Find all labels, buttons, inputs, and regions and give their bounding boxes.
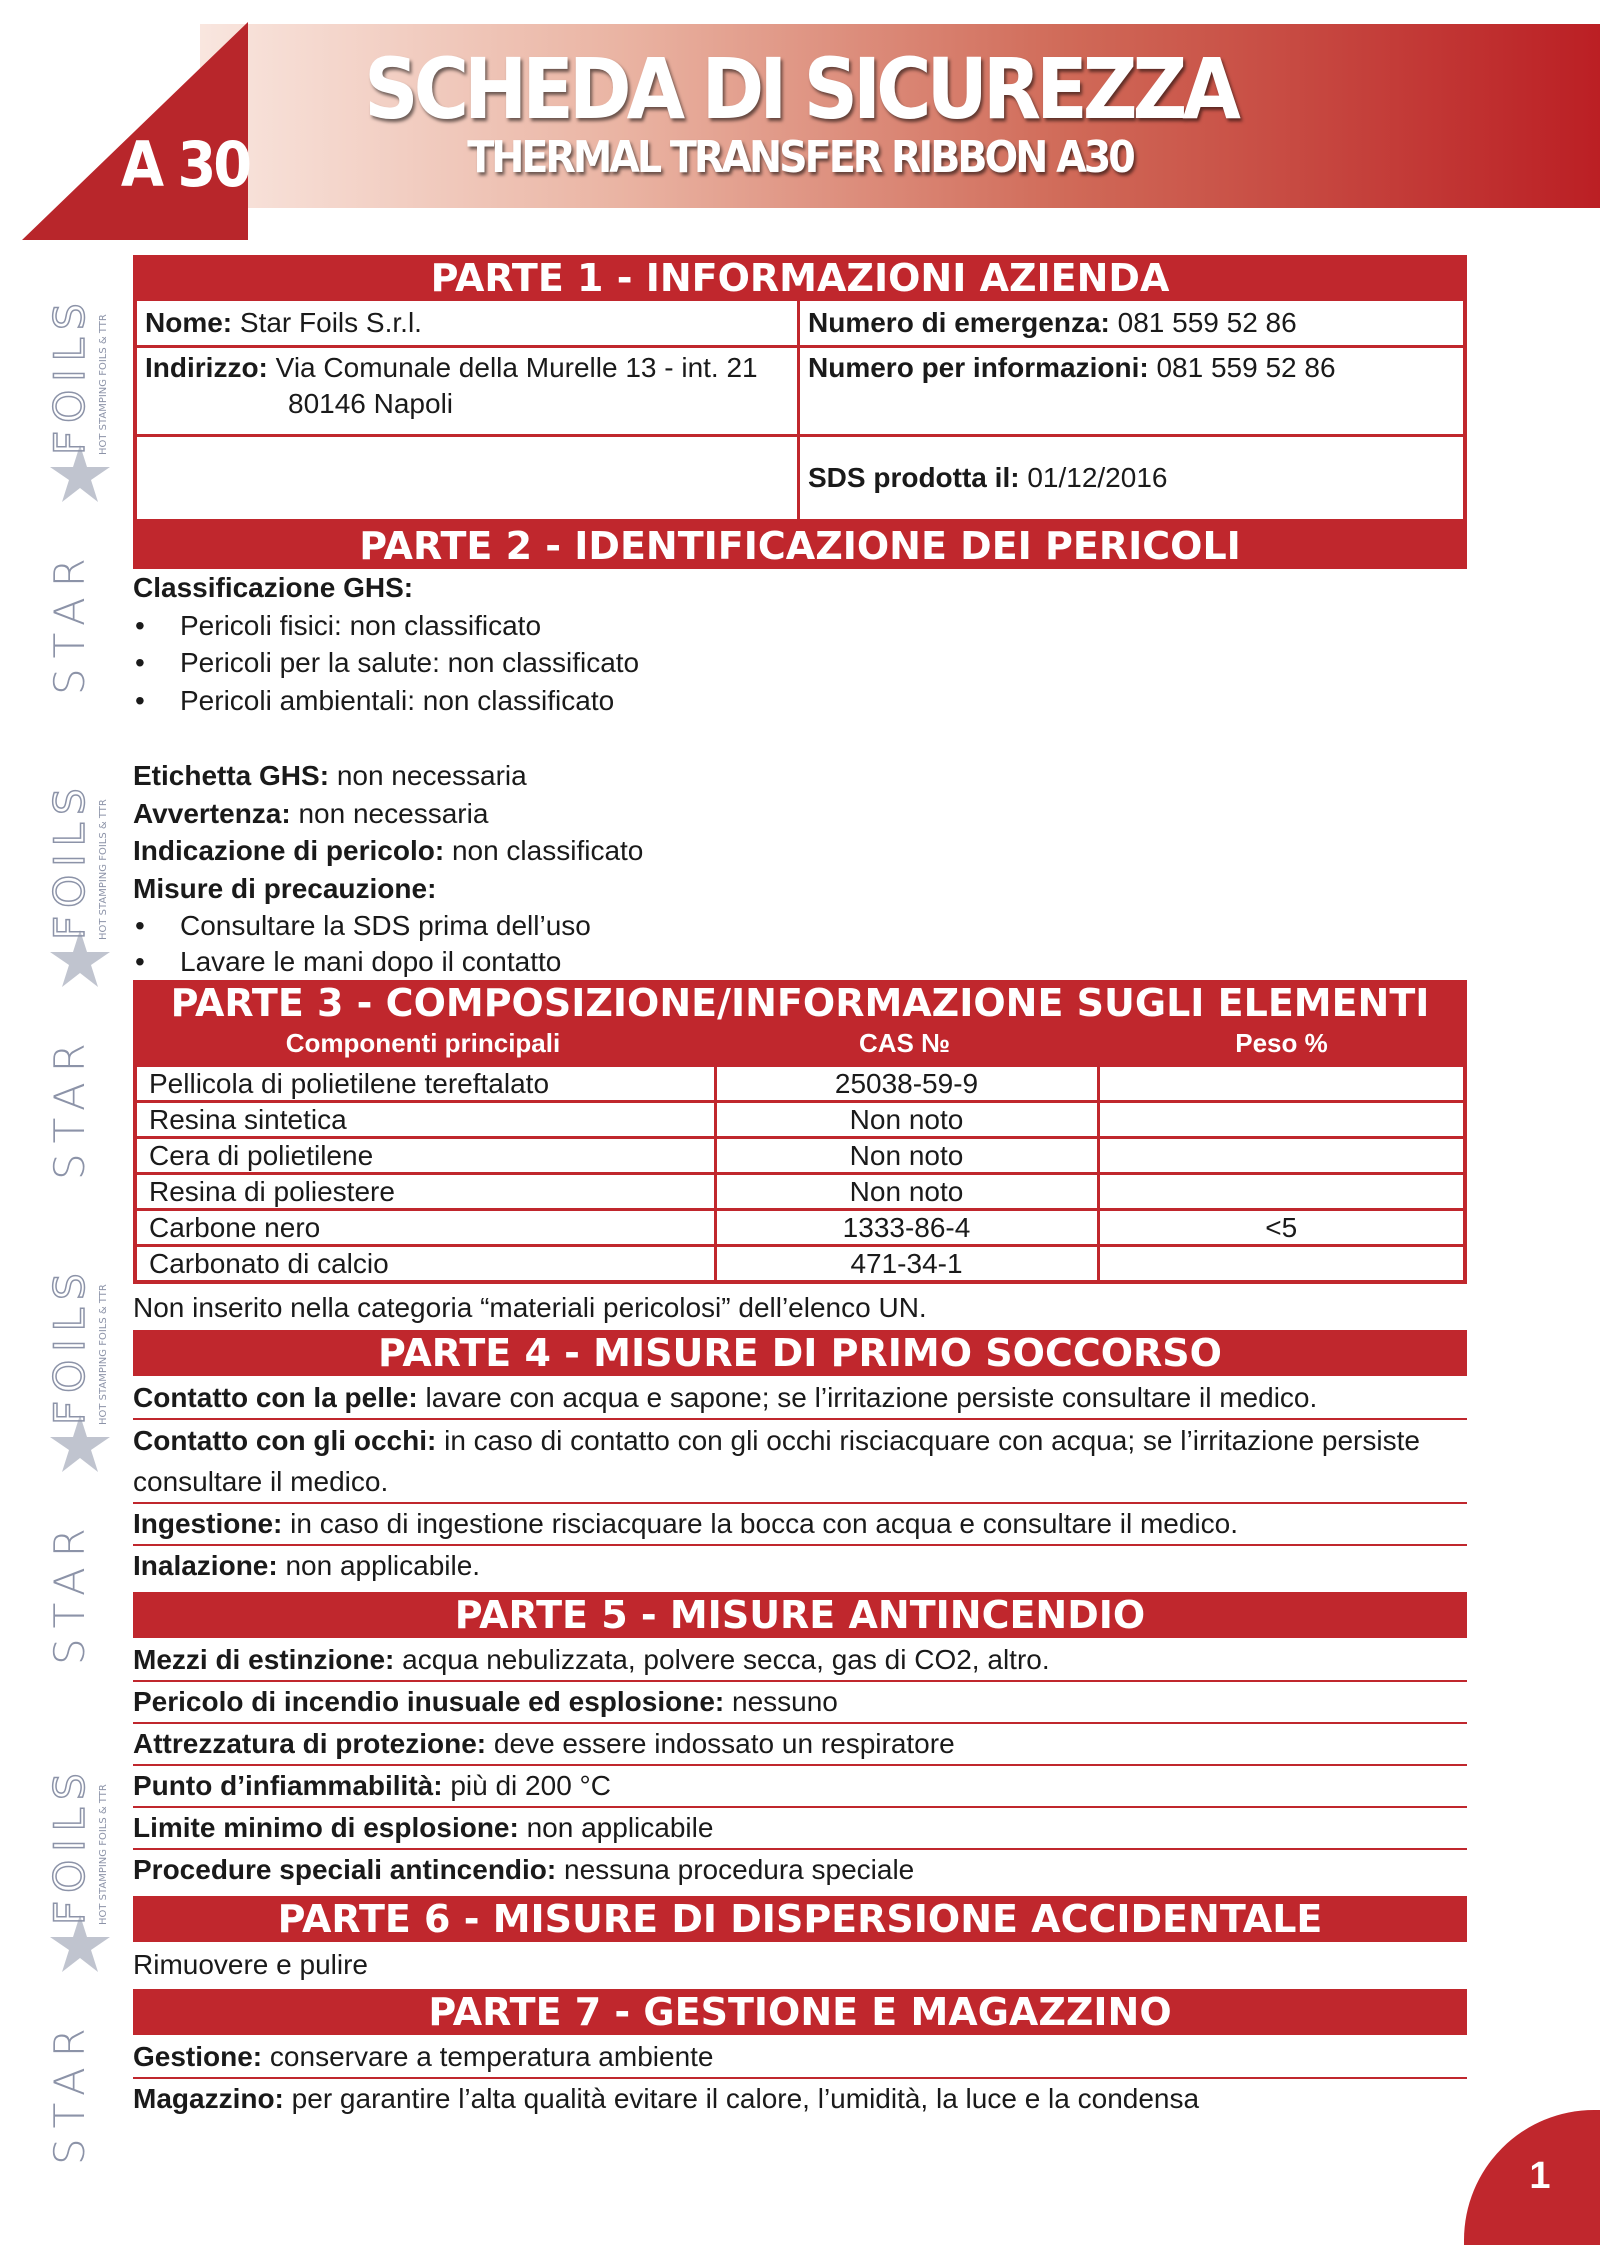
table-cell (1098, 1065, 1465, 1101)
ingestion-line: Ingestione: in caso di ingestione risciacquare la bocca con acqua e consultare il medico. (133, 1504, 1467, 1546)
list-item: • Pericoli ambientali: non classificato (133, 682, 1467, 720)
table-cell: Non noto (715, 1137, 1098, 1173)
brand-logo-foils-text: FOILS (45, 1765, 94, 1925)
flash-point-line: Punto d’infiammabilità: più di 200 °C (133, 1766, 1467, 1808)
emergency-number-label: Numero di emergenza: (808, 307, 1110, 338)
table-cell: Carbone nero (135, 1209, 715, 1245)
brand-logo (40, 1725, 120, 2165)
extinguishing-media-line: Mezzi di estinzione: acqua nebulizzata, polvere secca, gas di CO2, altro. (133, 1640, 1467, 1682)
handling-line: Gestione: conservare a temperatura ambiente (133, 2037, 1467, 2079)
spill-instructions: Rimuovere e pulire (133, 1948, 368, 1980)
table-cell: <5 (1098, 1209, 1465, 1245)
brand-logo-tagline: HOT STAMPING FOILS & TTR (98, 1284, 109, 1425)
brand-logo (40, 740, 120, 1180)
hazard-statement-line: Indicazione di pericolo: non classificato (133, 835, 644, 866)
fire-hazard-line: Pericolo di incendio inusuale ed esplosione: nessuno (133, 1682, 1467, 1724)
ghs-classification-label: Classificazione GHS: (133, 572, 414, 603)
table-cell (1098, 1101, 1465, 1137)
sds-content (133, 255, 1467, 2119)
column-header-components: Componenti principali (285, 1027, 561, 1058)
un-note: Non inserito nella categoria “materiali pericolosi” dell’elenco UN. (133, 1291, 927, 1323)
brand-logo-foils-text: FOILS (45, 780, 94, 940)
document-subtitle: THERMAL TRANSFER RIBBON A30 (467, 132, 1133, 183)
brand-logo-tagline: HOT STAMPING FOILS & TTR (98, 799, 109, 940)
table-cell: 471-34-1 (715, 1245, 1098, 1282)
brand-logo-tagline: HOT STAMPING FOILS & TTR (98, 314, 109, 455)
table-row (135, 1209, 1465, 1245)
table-cell (1098, 1245, 1465, 1282)
info-number-cell (800, 348, 1463, 437)
brand-logo-foils-text: FOILS (45, 295, 94, 455)
emergency-number-value: 081 559 52 86 (1117, 307, 1297, 338)
eye-contact-line: Contatto con gli occhi: in caso di contatto con gli occhi risciacquare con acqua; se l’irritazione persiste consultare il medico. (133, 1420, 1467, 1504)
table-cell: 25038-59-9 (715, 1065, 1098, 1101)
list-item: • Lavare le mani dopo il contatto (133, 945, 1467, 975)
sds-date-label: SDS prodotta il: (808, 462, 1020, 493)
table-cell (1098, 1137, 1465, 1173)
company-name-label: Nome: (145, 307, 233, 338)
ghs-label-line: Etichetta GHS: non necessaria (133, 760, 527, 791)
emergency-number-cell (800, 301, 1463, 348)
table-cell: Resina sintetica (135, 1101, 715, 1137)
address-line1: Via Comunale della Murelle 13 - int. 21 (275, 352, 758, 383)
brand-logo-star-text: STAR (45, 1518, 94, 1665)
warning-line: Avvertenza: non necessaria (133, 797, 489, 829)
brand-logo-star-text: STAR (45, 548, 94, 695)
precautions-label: Misure di precauzione: (133, 872, 437, 904)
table-cell: Carbonato di calcio (135, 1245, 715, 1282)
part1-heading: PARTE 1 - INFORMAZIONI AZIENDA (133, 255, 1467, 301)
protective-equipment-line: Attrezzatura di protezione: deve essere indossato un respiratore (133, 1724, 1467, 1766)
address-line2: 80146 Napoli (288, 388, 454, 419)
table-row (135, 1101, 1465, 1137)
brand-logo-foils-text: FOILS (45, 1265, 94, 1425)
table-cell (1098, 1173, 1465, 1209)
part5-heading: PARTE 5 - MISURE ANTINCENDIO (133, 1592, 1467, 1638)
address-label: Indirizzo: (145, 352, 268, 383)
column-header-weight: Peso % (1235, 1027, 1328, 1058)
part2-heading: PARTE 2 - IDENTIFICAZIONE DEI PERICOLI (133, 523, 1467, 569)
brand-logo-star-text: STAR (45, 2018, 94, 2165)
page-number: 1 (1529, 2155, 1551, 2197)
list-item: • Consultare la SDS prima dell’uso (133, 907, 1467, 945)
table-row (135, 1065, 1465, 1101)
storage-line: Magazzino: per garantire l’alta qualità evitare il calore, l’umidità, la luce e la condensa (133, 2082, 1200, 2114)
brand-logo (40, 255, 120, 695)
info-number-value: 081 559 52 86 (1156, 352, 1336, 383)
table-cell: Pellicola di polietilene tereftalato (135, 1065, 715, 1101)
column-header-cas: CAS № (858, 1027, 951, 1058)
sds-date-cell (800, 437, 1463, 519)
explosion-limit-line: Limite minimo di esplosione: non applicabile (133, 1808, 1467, 1850)
table-cell: Non noto (715, 1101, 1098, 1137)
part3-heading: PARTE 3 - COMPOSIZIONE/INFORMAZIONE SUGLI ELEMENTI (133, 980, 1467, 1026)
sds-date-value: 01/12/2016 (1027, 462, 1168, 493)
list-item: • Pericoli per la salute: non classificato (133, 644, 1467, 682)
part6-heading: PARTE 6 - MISURE DI DISPERSIONE ACCIDENTALE (133, 1896, 1467, 1942)
address-cell (137, 348, 800, 437)
table-row (135, 1173, 1465, 1209)
product-badge: A 30 (120, 128, 250, 201)
table-cell: 1333-86-4 (715, 1209, 1098, 1245)
empty-cell (137, 437, 800, 519)
part4-heading: PARTE 4 - MISURE DI PRIMO SOCCORSO (133, 1330, 1467, 1376)
company-name-value: Star Foils S.r.l. (239, 307, 422, 338)
list-item: • Pericoli fisici: non classificato (133, 607, 1467, 645)
brand-logo (40, 1225, 120, 1665)
company-info-table (133, 301, 1467, 523)
document-title: SCHEDA DI SICUREZZA (364, 40, 1236, 138)
composition-header-row (133, 1026, 1467, 1064)
table-row (135, 1245, 1465, 1282)
firefighting-procedures-line: Procedure speciali antincendio: nessuna procedura speciale (133, 1853, 915, 1885)
table-cell: Cera di polietilene (135, 1137, 715, 1173)
table-cell: Resina di poliestere (135, 1173, 715, 1209)
skin-contact-line: Contatto con la pelle: lavare con acqua e sapone; se l’irritazione persiste consultare il medico. (133, 1378, 1467, 1420)
part7-heading: PARTE 7 - GESTIONE E MAGAZZINO (133, 1989, 1467, 2035)
info-number-label: Numero per informazioni: (808, 352, 1149, 383)
company-name-cell (137, 301, 800, 348)
inhalation-line: Inalazione: non applicabile. (133, 1549, 481, 1581)
brand-logo-star-text: STAR (45, 1033, 94, 1180)
table-cell: Non noto (715, 1173, 1098, 1209)
table-row (135, 1137, 1465, 1173)
brand-logo-tagline: HOT STAMPING FOILS & TTR (98, 1784, 109, 1925)
composition-table (133, 1064, 1467, 1284)
